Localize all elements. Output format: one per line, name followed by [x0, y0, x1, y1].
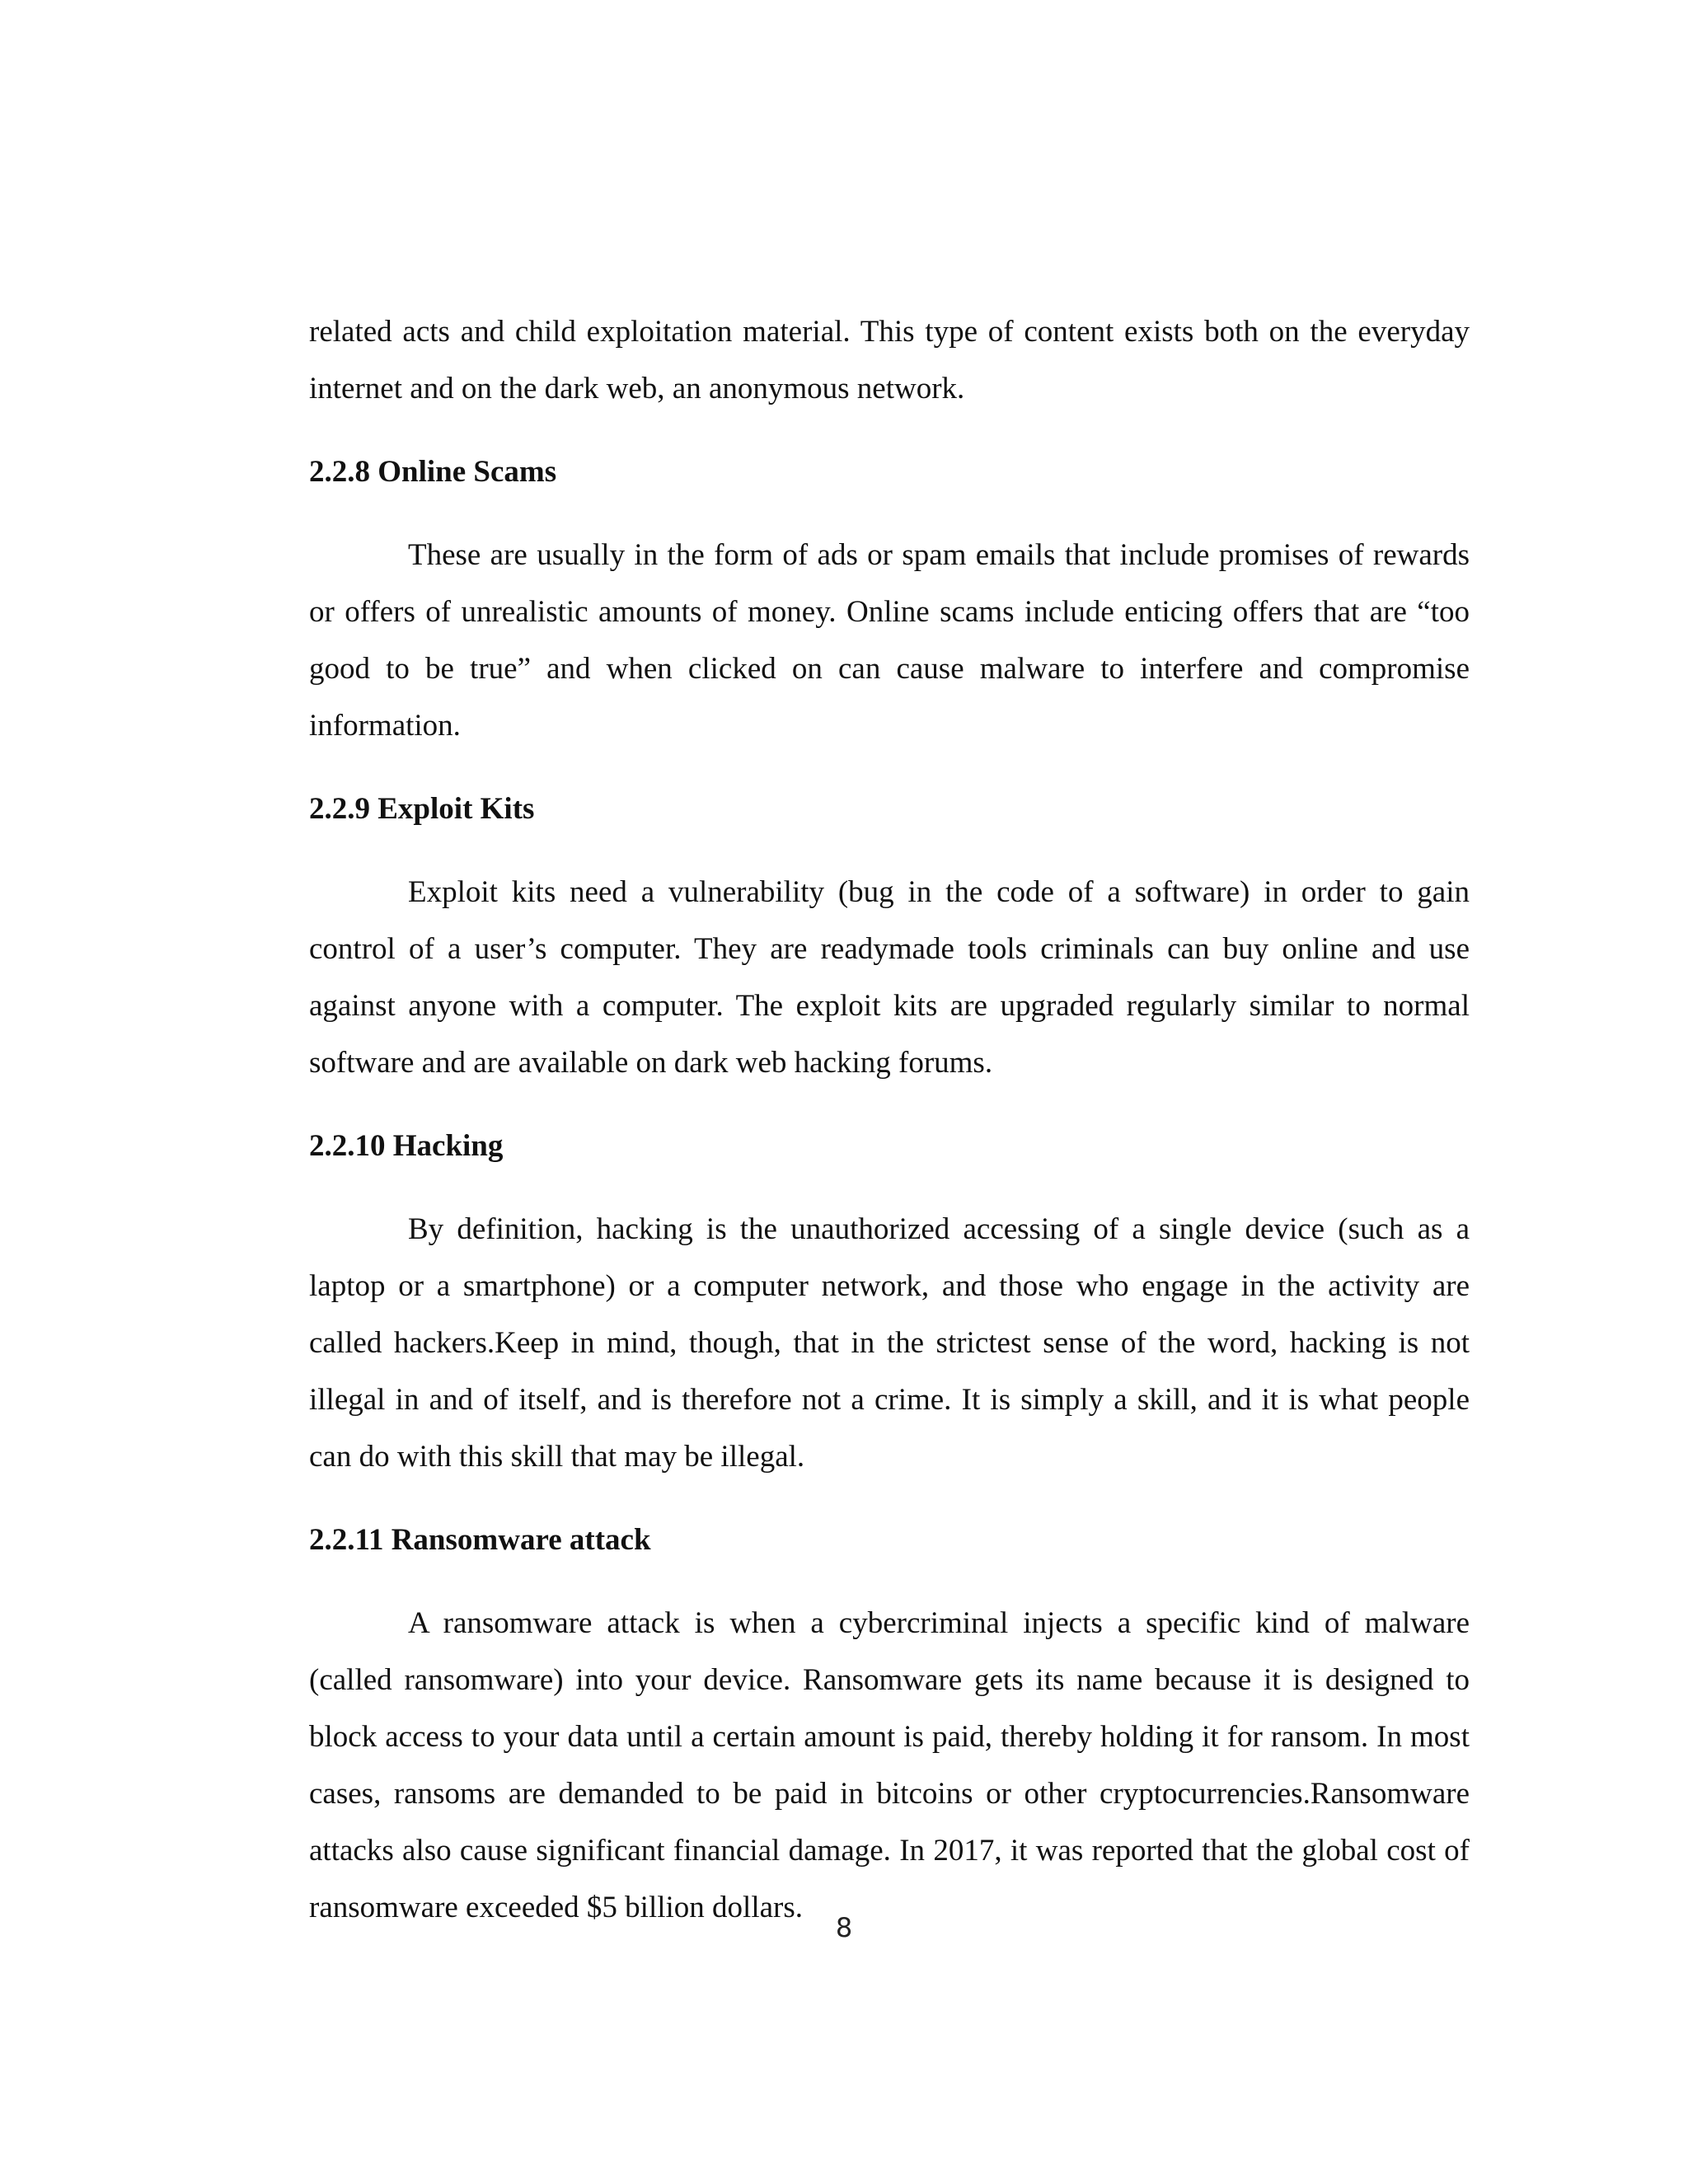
section-body-ransomware-attack: A ransomware attack is when a cybercriminal injects a specific kind of malware (called ransomware) into your device. Ransomware gets its name because it is designed to block access to your data until a certain amount is paid, thereby holding it for ransom. In most cases, ransoms are demanded to be paid in bitcoins or other cryptocurrencies.Ransomware attacks also cause significant financial damage. In 2017, it was reported that the global cost of ransomware exceeded $5 billion dollars.	[309, 1606, 1470, 1924]
section-heading-exploit-kits: 2.2.9 Exploit Kits	[309, 792, 535, 826]
continuation-paragraph: related acts and child exploitation material. This type of content exists both on the everyday internet and on the dark web, an anonymous network.	[309, 315, 1470, 405]
page-content	[309, 303, 1470, 1936]
section-body-exploit-kits: Exploit kits need a vulnerability (bug in the code of a software) in order to gain control of a user’s computer. They are readymade tools criminals can buy online and use against anyone with a computer. The exploit kits are upgraded regularly similar to normal software and are available on dark web hacking forums.	[309, 875, 1470, 1080]
section-body-online-scams: These are usually in the form of ads or spam emails that include promises of rewards or offers of unrealistic amounts of money. Online scams include enticing offers that are “too good to be true” and when clicked on can cause malware to interfere and compromise information.	[309, 538, 1470, 743]
section-heading-online-scams: 2.2.8 Online Scams	[309, 455, 557, 489]
section-body-hacking: By definition, hacking is the unauthorized accessing of a single device (such as a laptop or a smartphone) or a computer network, and those who engage in the activity are called hackers.Keep in mind, though, that in the strictest sense of the word, hacking is not illegal in and of itself, and is therefore not a crime. It is simply a skill, and it is what people can do with this skill that may be illegal.	[309, 1212, 1470, 1474]
section-heading-ransomware-attack: 2.2.11 Ransomware attack	[309, 1523, 651, 1557]
page-number: 8	[835, 1912, 853, 1943]
section-heading-hacking: 2.2.10 Hacking	[309, 1129, 504, 1163]
